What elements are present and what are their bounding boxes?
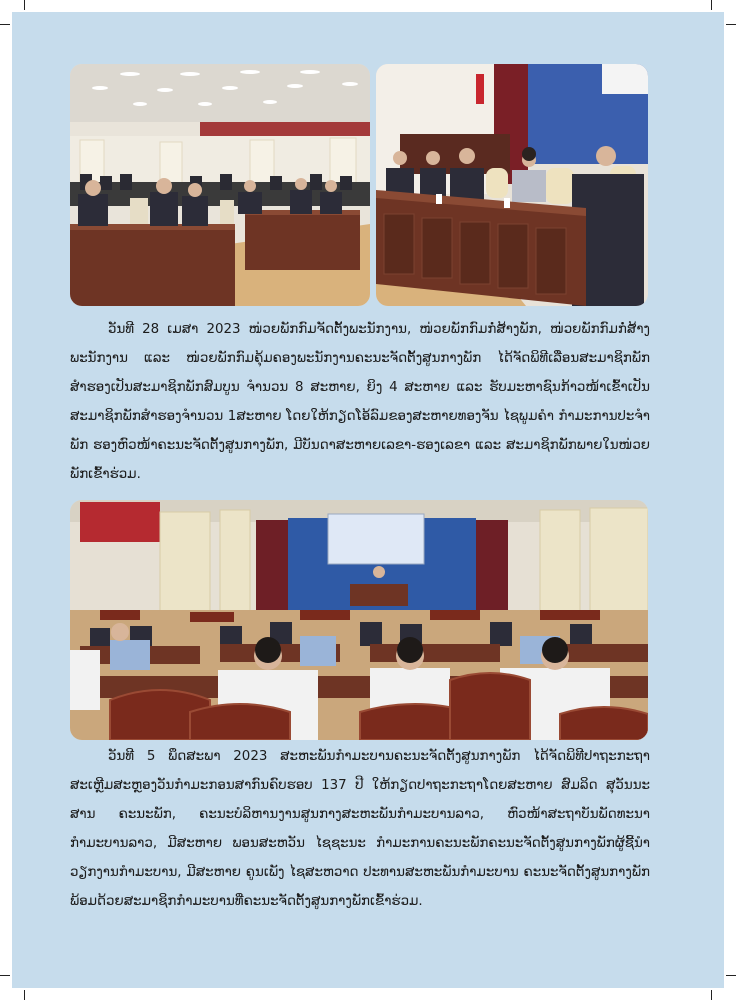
paragraph-2: ວັນທີ 5 ພຶດສະພາ 2023 ສະຫະພັນກຳມະບານຄະນະຈັດຕັ້ງສູນກາງພັກ ໄດ້ຈັດພິທີປາຖະກະຖາສະເຫຼີມສະຫຼອງວັນກຳມະກອນສາກົນຄົບຮອບ 137 ປີ ໃຫ້ກຽດປາຖະກະຖາໂດຍສະຫາຍ ສົມລິດ ສຸວັນນະສານ ຄະນະພັກ, ຄະນະບໍລິຫານງານສູນກາງສະຫະພັນກຳມະບານລາວ, ຫົວໜ້າສະຖາບັນພັດທະນາກຳມະບານລາວ, ມີສະຫາຍ ພອນສະຫວັນ ໄຊຊະນະ ກຳມະການຄະນະພັກຄະນະຈັດຕັ້ງສູນກາງພັກຜູ້ຊີ້ນຳວຽກງານກຳມະບານ, ມີສະຫາຍ ຄູນເພັງ ໄຊສະຫວາດ ປະທານສະຫະພັນກຳມະບານ ຄະນະຈັດຕັ້ງສູນກາງພັກ ພ້ອມດ້ວຍສະມາຊິກກຳມະບານທີ່ຄະນະຈັດຕັ້ງສູນກາງພັກເຂົ້າຮ່ວມ. [70,749,650,909]
crop-mark-top-left-h [0,24,10,25]
crop-mark-bottom-left-h [0,975,10,976]
crop-mark-bottom-right-h [726,975,736,976]
photo-meeting-hall [70,64,370,306]
photo-presidium-table [376,64,648,306]
crop-mark-bottom-right-v [711,990,712,1000]
crop-mark-top-right-h [726,24,736,25]
crop-mark-top-left-v [24,0,25,10]
crop-mark-top-right-v [711,0,712,10]
paragraph-1: ວັນທີ 28 ເມສາ 2023 ໜ່ວຍພັກກົມຈັດຕັ້ງພະນັກງານ, ໜ່ວຍພັກກົມກໍ່ສ້າງພັກ, ໜ່ວຍພັກກົມກໍ່ສ້າງພະນັກງານ ແລະ ໜ່ວຍພັກກົມຄຸ້ມຄອງພະນັກງານຄະນະຈັດຕັ້ງສູນກາງພັກ ໄດ້ຈັດພິທີເລື່ອນສະມາຊິກພັກສຳຮອງເປັນສະມາຊິກພັກສົມບູນ ຈຳນວນ 8 ສະຫາຍ, ຍິງ 4 ສະຫາຍ ແລະ ຮັບມະຫາຊົນກ້າວໜ້າເຂົ້າເປັນສະມາຊິກພັກສຳຮອງຈຳນວນ 1ສະຫາຍ ໂດຍໃຫ້ກຽດໂອ້ລົມຂອງສະຫາຍທອງຈັນ ໄຊພູມຄຳ ກຳມະການປະຈຳພັກ ຮອງຫົວໜ້າຄະນະຈັດຕັ້ງສູນກາງພັກ, ມີບັນດາສະຫາຍເລຂາ-ຮອງເລຂາ ແລະ ສະມາຊິກພັກພາຍໃນໜ່ວຍພັກເຂົ້າຮ່ວມ. [70,322,650,482]
photo-auditorium-lecture [70,500,648,740]
crop-mark-bottom-left-v [24,990,25,1000]
